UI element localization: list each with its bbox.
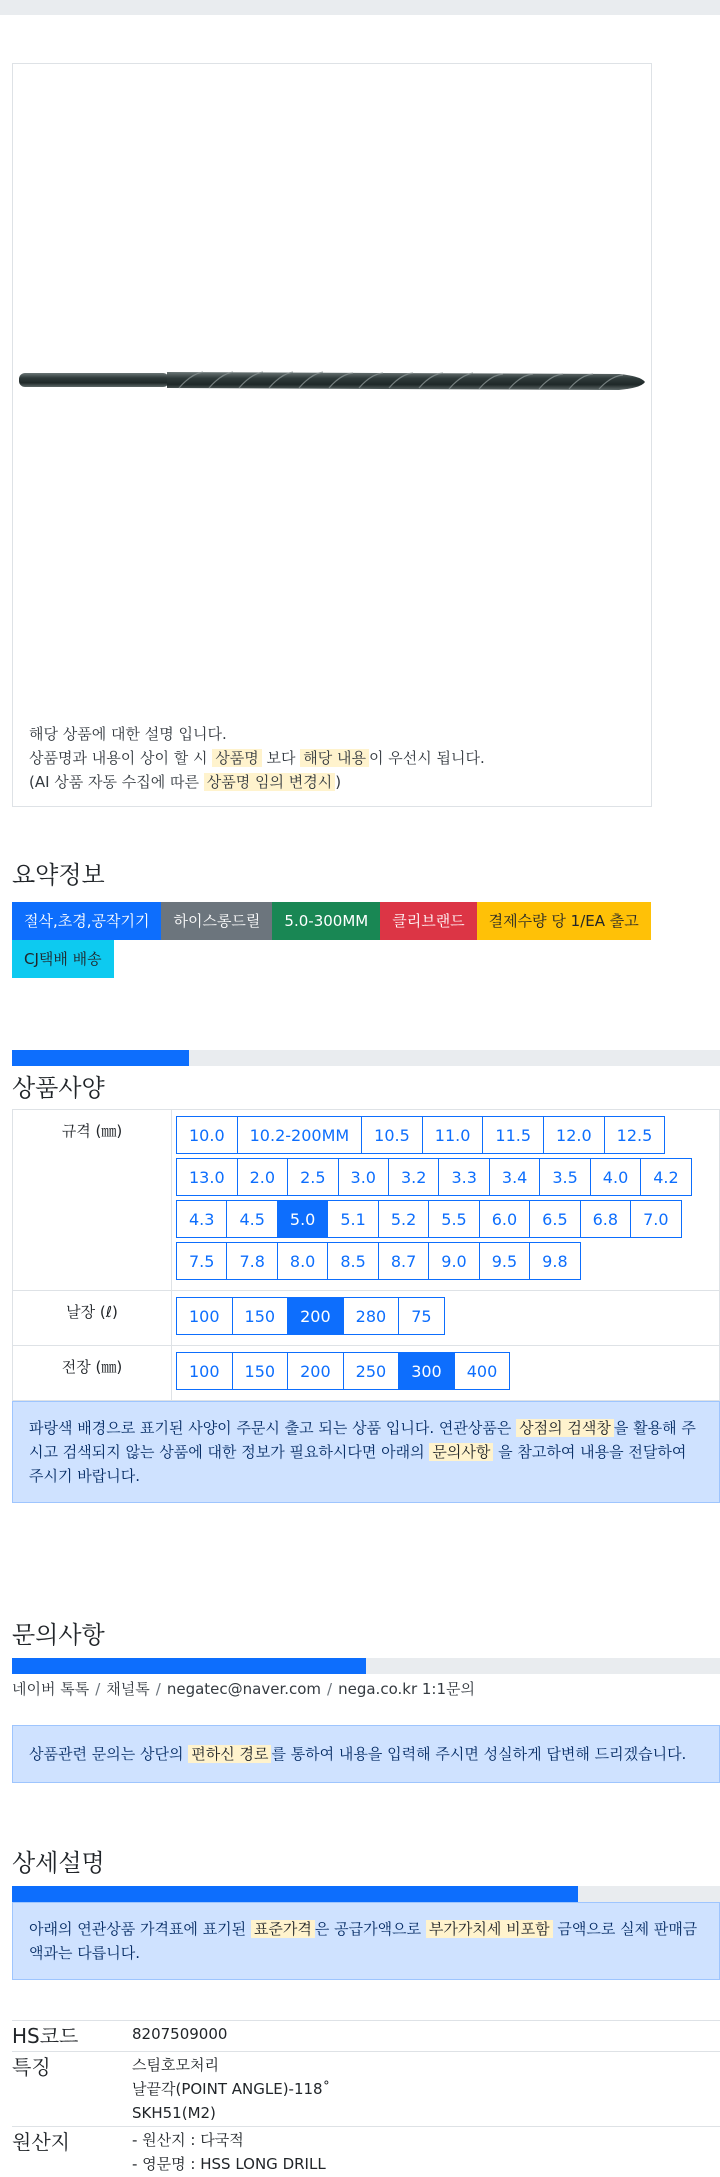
spec-option-button[interactable]: 9.8 [529, 1242, 580, 1280]
origin-line: - 원산지 : 다국적 [132, 2128, 720, 2152]
spec-option-button[interactable]: 250 [343, 1352, 400, 1390]
spec-row-size [13, 1110, 720, 1291]
highlight-vat: 부가가치세 비포함 [426, 1920, 553, 1938]
spec-option-button[interactable]: 3.3 [438, 1158, 489, 1196]
feature-line: 날끝각(POINT ANGLE)-118˚ [132, 2077, 720, 2101]
spec-option-button[interactable]: 4.3 [176, 1200, 227, 1238]
spec-row-flute-length [13, 1291, 720, 1346]
spec-option-button[interactable]: 6.8 [580, 1200, 631, 1238]
spec-option-button[interactable]: 11.5 [482, 1116, 544, 1154]
spec-notice [12, 1401, 720, 1503]
badge-delivery: CJ택배 배송 [12, 940, 114, 978]
top-bar [0, 0, 720, 15]
detail-progress-bar [12, 1886, 720, 1902]
spec-option-button[interactable]: 150 [232, 1297, 289, 1335]
spec-option-button[interactable]: 3.2 [388, 1158, 439, 1196]
contact-links [12, 1678, 720, 1699]
badge-brand: 클리브랜드 [380, 902, 476, 940]
size-options [176, 1114, 715, 1286]
summary-badges [12, 902, 720, 978]
highlight-search: 상점의 검색창 [516, 1419, 614, 1437]
spec-option-button[interactable]: 9.5 [479, 1242, 530, 1280]
info-value-feature [132, 2052, 720, 2127]
detail-title: 상세설명 [12, 1843, 720, 1878]
spec-option-button[interactable]: 10.2-200MM [237, 1116, 363, 1154]
spec-option-button[interactable]: 400 [454, 1352, 511, 1390]
spec-label-overall-length: 전장 (㎜) [13, 1346, 172, 1401]
spec-row-overall-length [13, 1346, 720, 1401]
spec-option-button[interactable]: 6.0 [479, 1200, 530, 1238]
progress-fill [12, 1050, 189, 1066]
spec-option-button[interactable]: 8.7 [378, 1242, 429, 1280]
image-description [29, 722, 485, 794]
text: 를 통하여 내용을 입력해 주시면 성실하게 답변해 드리겠습니다. [271, 1745, 686, 1763]
highlight: 해당 내용 [300, 749, 369, 767]
spec-option-button[interactable]: 7.8 [226, 1242, 277, 1280]
spec-option-button[interactable]: 5.0 [277, 1200, 328, 1238]
text: 이 우선시 됩니다. [369, 749, 485, 767]
spec-option-button[interactable]: 200 [287, 1352, 344, 1390]
spec-option-button[interactable]: 75 [398, 1297, 444, 1335]
separator: / [150, 1680, 167, 1698]
badge-size-range: 5.0-300MM [272, 902, 380, 940]
spec-option-button[interactable]: 8.5 [327, 1242, 378, 1280]
contact-email[interactable]: negatec@naver.com [167, 1680, 321, 1698]
inquiry-title: 문의사항 [12, 1615, 720, 1650]
contact-naver-talk[interactable]: 네이버 톡톡 [12, 1680, 89, 1698]
feature-line: 스팀호모처리 [132, 2053, 720, 2077]
summary-title: 요약정보 [12, 855, 720, 890]
text: 아래의 연관상품 가격표에 표기된 [29, 1920, 251, 1938]
drill-image [19, 364, 645, 400]
spec-option-button[interactable]: 4.0 [590, 1158, 641, 1196]
spec-title: 상품사양 [12, 1068, 720, 1103]
info-value-origin [132, 2127, 720, 2177]
product-image-card [12, 63, 652, 807]
progress-fill [12, 1886, 578, 1902]
spec-option-button[interactable]: 100 [176, 1352, 233, 1390]
text: 은 공급가액으로 [315, 1920, 426, 1938]
spec-option-button[interactable]: 5.5 [428, 1200, 479, 1238]
spec-option-button[interactable]: 2.5 [287, 1158, 338, 1196]
contact-site-inquiry[interactable]: nega.co.kr 1:1문의 [338, 1680, 475, 1698]
flute-length-options [176, 1295, 715, 1341]
spec-option-button[interactable]: 5.2 [378, 1200, 429, 1238]
spec-option-button[interactable]: 2.0 [237, 1158, 288, 1196]
image-desc-line3 [29, 770, 485, 794]
inquiry-progress-bar [12, 1658, 720, 1674]
contact-channel-talk[interactable]: 채널톡 [106, 1680, 149, 1698]
spec-option-button[interactable]: 4.2 [640, 1158, 691, 1196]
info-label-feature: 특징 [12, 2052, 132, 2127]
feature-line: SKH51(M2) [132, 2101, 720, 2125]
info-label-origin: 원산지 [12, 2127, 132, 2177]
text: 파랑색 배경으로 표기된 사양이 주문시 출고 되는 상품 입니다. 연관상품은 [29, 1419, 516, 1437]
info-label-hs: HS코드 [12, 2021, 132, 2052]
detail-section [12, 1843, 720, 1980]
spec-option-button[interactable]: 9.0 [428, 1242, 479, 1280]
origin-line: - 영문명 : HSS LONG DRILL [132, 2152, 720, 2176]
spec-options-cell [172, 1346, 720, 1401]
spec-label-size: 규격 (㎜) [13, 1110, 172, 1291]
spec-options-cell [172, 1291, 720, 1346]
text: 금액으로 실제 판매금액과는 다릅니다. [29, 1920, 697, 1962]
spec-option-button[interactable]: 12.5 [604, 1116, 666, 1154]
spec-option-button[interactable]: 7.0 [630, 1200, 681, 1238]
product-info-table [12, 2020, 720, 2177]
spec-option-button[interactable]: 13.0 [176, 1158, 238, 1196]
spec-option-button[interactable]: 10.0 [176, 1116, 238, 1154]
spec-section [12, 1050, 720, 1503]
spec-option-button[interactable]: 300 [398, 1352, 455, 1390]
badge-category: 절삭,초경,공작기기 [12, 902, 161, 940]
text: (AI 상품 자동 수집에 따른 [29, 773, 204, 791]
spec-option-button[interactable]: 3.5 [539, 1158, 590, 1196]
info-row-hs [12, 2021, 720, 2052]
spec-option-button[interactable]: 3.4 [489, 1158, 540, 1196]
spec-option-button[interactable]: 12.0 [543, 1116, 605, 1154]
detail-notice [12, 1902, 720, 1980]
text: 상품관련 문의는 상단의 [29, 1745, 188, 1763]
text: ) [335, 773, 341, 791]
info-value-hs: 8207509000 [132, 2021, 720, 2052]
highlight: 상품명 [212, 749, 261, 767]
spec-option-button[interactable]: 11.0 [422, 1116, 484, 1154]
spec-option-button[interactable]: 4.5 [226, 1200, 277, 1238]
text: 을 활용해 주시고 검색되지 않는 상품에 대한 정보가 필요하시다면 아래의 [29, 1419, 696, 1461]
spec-option-button[interactable]: 200 [287, 1297, 344, 1335]
spec-options-cell [172, 1110, 720, 1291]
spec-option-button[interactable]: 150 [232, 1352, 289, 1390]
separator: / [321, 1680, 338, 1698]
progress-fill [12, 1658, 366, 1674]
text: 을 참고하여 내용을 전달하여 주시기 바랍니다. [29, 1443, 686, 1485]
spec-option-button[interactable]: 100 [176, 1297, 233, 1335]
info-row-feature [12, 2052, 720, 2127]
image-desc-line2 [29, 746, 485, 770]
badge-product-type: 하이스롱드릴 [161, 902, 272, 940]
highlight-standard-price: 표준가격 [251, 1920, 315, 1938]
spec-option-button[interactable]: 8.0 [277, 1242, 328, 1280]
overall-length-options [176, 1350, 715, 1396]
text: 상품명과 내용이 상이 할 시 [29, 749, 212, 767]
image-desc-line1: 해당 상품에 대한 설명 입니다. [29, 722, 485, 746]
info-row-origin [12, 2127, 720, 2177]
spec-progress-bar [12, 1050, 720, 1066]
spec-table [12, 1109, 720, 1401]
spec-option-button[interactable]: 5.1 [327, 1200, 378, 1238]
spec-label-flute-length: 날장 (ℓ) [13, 1291, 172, 1346]
inquiry-section [12, 1615, 720, 1783]
inquiry-notice [12, 1725, 720, 1783]
spec-option-button[interactable]: 6.5 [529, 1200, 580, 1238]
spec-option-button[interactable]: 7.5 [176, 1242, 227, 1280]
separator: / [89, 1680, 106, 1698]
text: 보다 [262, 749, 301, 767]
highlight-inquiry: 문의사항 [429, 1443, 493, 1461]
spec-option-button[interactable]: 280 [343, 1297, 400, 1335]
spec-option-button[interactable]: 10.5 [361, 1116, 423, 1154]
summary-section [12, 855, 720, 978]
highlight-route: 편하신 경로 [188, 1745, 271, 1763]
spec-option-button[interactable]: 3.0 [338, 1158, 389, 1196]
highlight: 상품명 임의 변경시 [204, 773, 335, 791]
badge-shipping-qty: 결제수량 당 1/EA 출고 [477, 902, 651, 940]
